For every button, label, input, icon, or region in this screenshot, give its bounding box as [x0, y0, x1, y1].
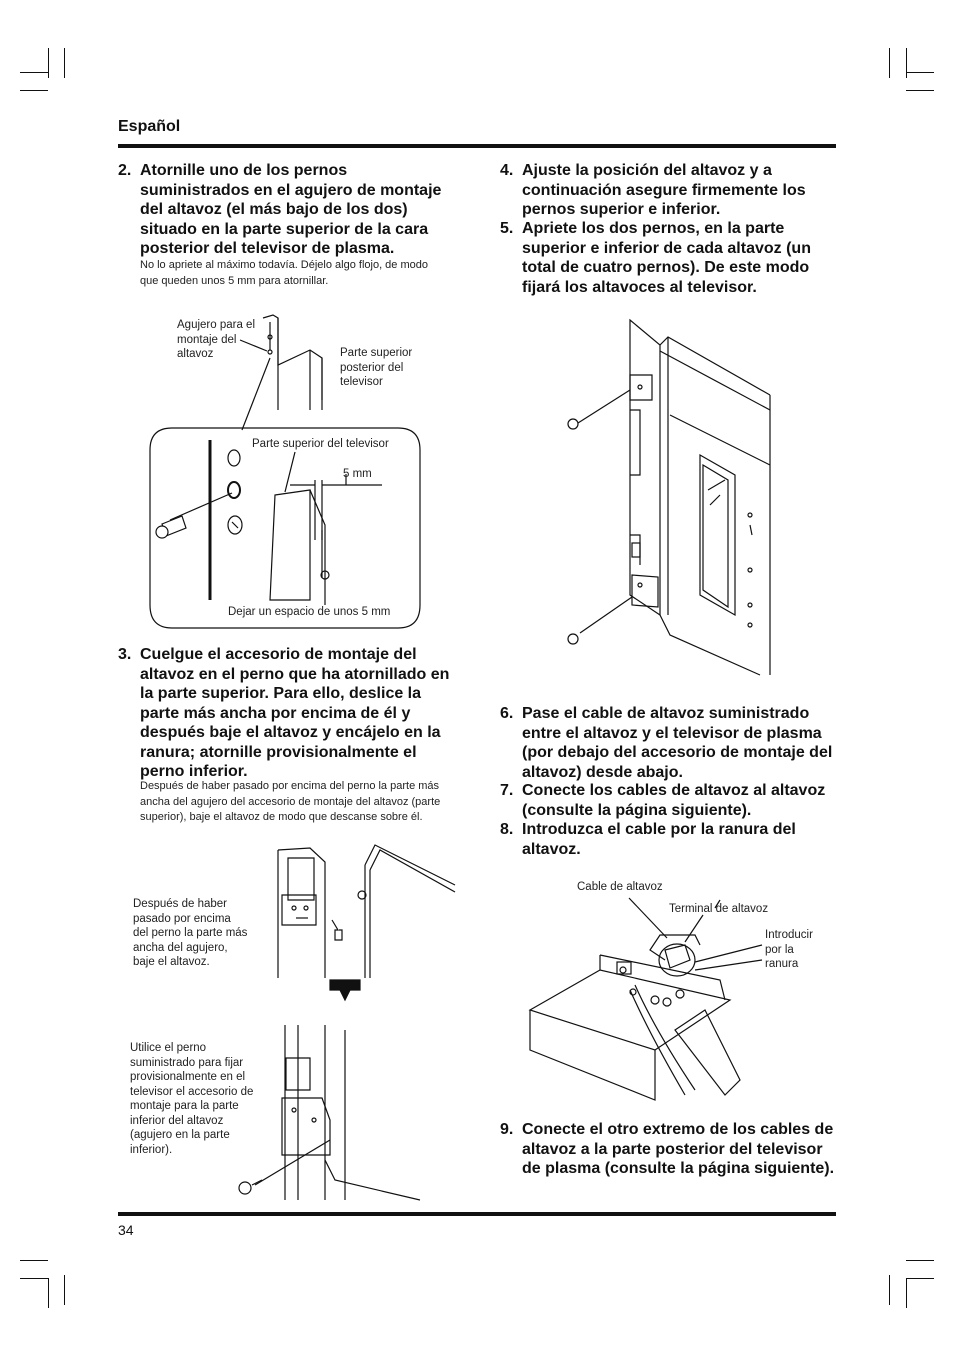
hang-speaker-diagram — [270, 840, 460, 1210]
crop-mark — [64, 1275, 65, 1305]
figure-label: Después de haber pasado por encima del perno la parte más ancha del agujero, baje el altavoz. — [133, 898, 248, 968]
crop-mark — [889, 48, 890, 78]
step-title: Conecte el otro extremo de los cables de altavoz a la parte posterior del televisor de plasma (consulte la página siguiente). — [522, 1121, 835, 1177]
step-4 — [500, 161, 840, 220]
crop-mark — [906, 48, 907, 78]
tighten-bolts-diagram — [560, 315, 775, 685]
header-rule — [118, 144, 836, 148]
step-note: No lo apriete al máximo todavía. Déjelo algo flojo, de modo que queden unos 5 mm para atornillar. — [140, 259, 428, 287]
step-7 — [500, 781, 840, 820]
step-6 — [500, 704, 840, 782]
step-number: 7. — [500, 782, 514, 799]
step-title: Ajuste la posición del altavoz y a continuación asegure firmemente los pernos superior e inferior. — [522, 162, 806, 218]
figure-label: Parte superior posterior del televisor — [340, 347, 413, 388]
step-title: Conecte los cables de altavoz al altavoz (consulte la página siguiente). — [522, 782, 826, 819]
step-number: 3. — [118, 646, 132, 663]
step-title: Atornille uno de los pernos suministrados en el agujero de montaje del altavoz (el más bajo de los dos) situado en la parte superior de la cara posterior del televisor de plasma. — [140, 162, 442, 257]
step-2 — [118, 161, 458, 259]
step-number: 5. — [500, 220, 514, 237]
crop-mark — [906, 72, 934, 73]
step-number: 4. — [500, 162, 514, 179]
figure-label: Utilice el perno suministrado para fijar provisionalmente en el televisor el accesorio de montaje para la parte inferior del altavoz (agujero en la parte inferior). — [130, 1042, 254, 1156]
step-5 — [500, 219, 840, 297]
step-number: 6. — [500, 705, 514, 722]
figure-label: Agujero para el montaje del altavoz — [177, 319, 255, 360]
step-number: 8. — [500, 821, 514, 838]
figure-label: Dejar un espacio de unos 5 mm — [228, 606, 391, 618]
step-number: 2. — [118, 162, 132, 179]
page-number: 34 — [118, 1222, 134, 1238]
step-title: Cuelgue el accesorio de montaje del altavoz en el perno que ha atornillado en la parte superior. Para ello, deslice la parte más ancha por encima de él y después baje el altavoz y encájelo en la ranura; atornille provisionalmente el perno inferior. — [140, 646, 450, 780]
figure-label: Introducir por la ranura — [765, 929, 813, 970]
crop-mark — [20, 1278, 48, 1279]
step-title: Pase el cable de altavoz suministrado entre el altavoz y el televisor de plasma (por debajo del accesorio de montaje del altavoz) desde abajo. — [522, 705, 833, 781]
crop-mark — [20, 1260, 48, 1261]
crop-mark — [48, 1278, 49, 1308]
crop-mark — [48, 48, 49, 78]
step-8 — [500, 820, 840, 859]
step-3 — [118, 645, 458, 782]
step-number: 9. — [500, 1121, 514, 1138]
step-title: Introduzca el cable por la ranura del altavoz. — [522, 821, 796, 858]
step-title: Apriete los dos pernos, en la parte superior e inferior de cada altavoz (un total de cuatro pernos). De este modo fijará los altavoces al televisor. — [522, 220, 811, 296]
figure-label: 5 mm — [343, 468, 372, 480]
language-heading: Español — [118, 118, 181, 135]
figure-label: Terminal de altavoz — [669, 903, 769, 915]
step-9 — [500, 1120, 840, 1179]
crop-mark — [906, 1278, 934, 1279]
crop-mark — [906, 1278, 907, 1308]
crop-mark — [20, 72, 48, 73]
crop-mark — [906, 90, 934, 91]
footer-rule — [118, 1212, 836, 1216]
crop-mark — [64, 48, 65, 78]
step-note: Después de haber pasado por encima del perno la parte más ancha del agujero del accesorio de montaje del altavoz (parte superior), baje el altavoz de modo que descanse sobre él. — [140, 780, 441, 823]
figure-label: Cable de altavoz — [577, 881, 663, 893]
crop-mark — [906, 1260, 934, 1261]
cable-insert-diagram — [525, 890, 765, 1100]
crop-mark — [889, 1275, 890, 1305]
crop-mark — [20, 90, 48, 91]
figure-label: Parte superior del televisor — [252, 438, 389, 450]
